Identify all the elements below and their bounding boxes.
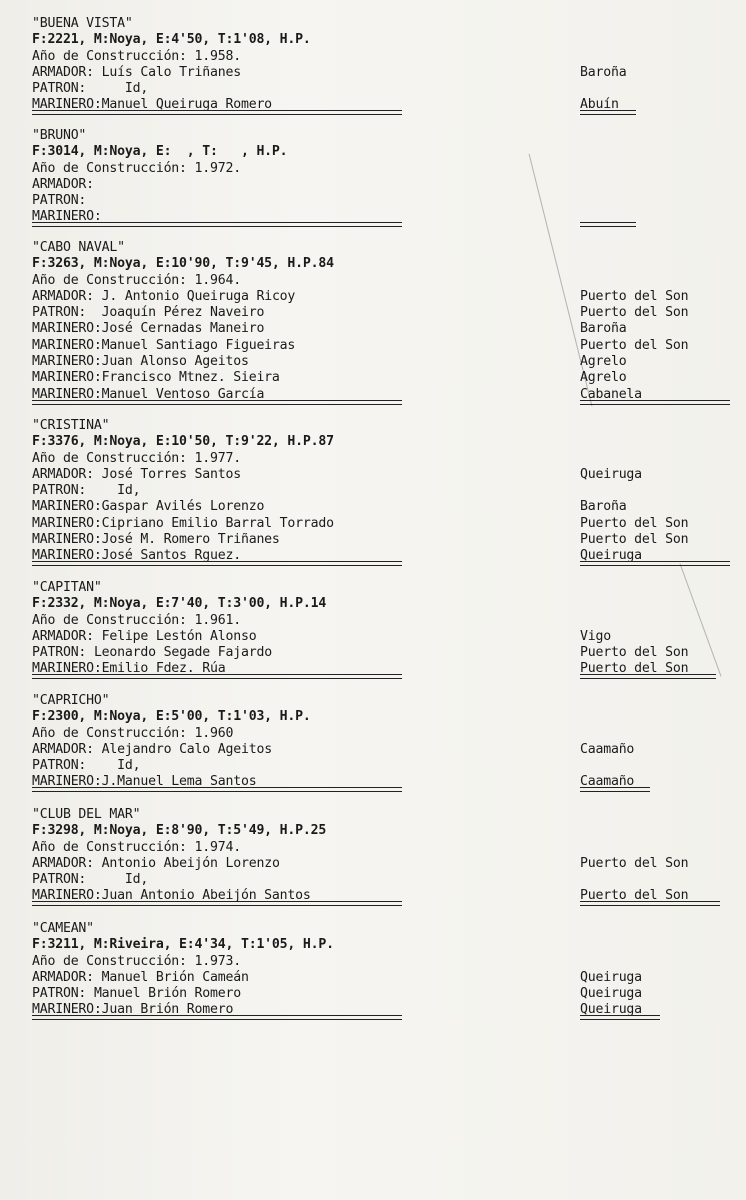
crew-person: Id,	[93, 872, 149, 888]
crew-label: ARMADOR:	[32, 855, 94, 871]
crew-row	[32, 888, 732, 904]
crew-label: MARINERO:	[32, 1002, 102, 1018]
crew-label: MARINERO:	[32, 354, 102, 370]
vessel-entry	[32, 693, 732, 791]
crew-label: ARMADOR:	[32, 64, 94, 80]
crew-row	[32, 970, 732, 986]
crew-row	[32, 856, 732, 872]
crew-person: José Torres Santos	[101, 466, 241, 482]
crew-place: Queiruga	[580, 986, 642, 1002]
section-rule	[32, 400, 402, 405]
vessel-entry	[32, 580, 732, 678]
crew-row	[32, 177, 732, 193]
crew-row	[32, 1002, 732, 1018]
crew-row	[32, 499, 732, 515]
crew-person: Id,	[117, 483, 141, 499]
crew-place: Abuín	[580, 97, 619, 113]
crew-place: Cabanela	[580, 386, 642, 402]
crew-label: MARINERO:	[32, 515, 102, 531]
vessel-name: "CLUB DEL MAR"	[32, 807, 141, 822]
crew-place: Caamaño	[580, 774, 635, 790]
crew-label: PATRON:	[32, 81, 87, 97]
vessel-specs: F:2300, M:Noya, E:5'00, T:1'03, H.P.	[32, 709, 311, 725]
crew-label: ARMADOR:	[32, 628, 94, 644]
crew-person: Id,	[117, 758, 141, 774]
section-rule	[32, 110, 402, 115]
crew-label: MARINERO:	[32, 386, 102, 402]
crew-row	[32, 289, 732, 305]
crew-place: Baroña	[580, 499, 627, 515]
crew-row	[32, 661, 732, 677]
crew-label: ARMADOR:	[32, 176, 94, 192]
crew-label: ARMADOR:	[32, 466, 94, 482]
place-rule	[580, 110, 636, 115]
vessel-entry	[32, 240, 732, 403]
section-rule	[32, 1015, 402, 1020]
crew-label: MARINERO:	[32, 97, 102, 113]
crew-person: Leonardo Segade Fajardo	[93, 645, 272, 661]
crew-label: PATRON:	[32, 645, 87, 661]
crew-person: Id,	[93, 81, 149, 97]
crew-place: Agrelo	[580, 370, 627, 386]
crew-label: MARINERO:	[32, 209, 102, 225]
vessel-specs: F:2221, M:Noya, E:4'50, T:1'08, H.P.	[32, 32, 311, 48]
crew-label: MARINERO:	[32, 370, 102, 386]
vessel-entry	[32, 807, 732, 905]
vessel-name: "CAPRICHO"	[32, 693, 110, 708]
crew-person: José M. Romero Triñanes	[101, 532, 280, 548]
crew-row	[32, 645, 732, 661]
crew-person: Francisco Mtnez. Sieira	[101, 370, 280, 386]
crew-row	[32, 629, 732, 645]
crew-person: José Cernadas Maneiro	[101, 321, 265, 337]
crew-person: Felipe Lestón Alonso	[101, 628, 257, 644]
crew-place: Agrelo	[580, 354, 627, 370]
vessel-specs: F:3211, M:Riveira, E:4'34, T:1'05, H.P.	[32, 937, 334, 953]
crew-place: Puerto del Son	[580, 532, 689, 548]
crew-row	[32, 338, 732, 354]
crew-label: MARINERO:	[32, 321, 102, 337]
crew-label: MARINERO:	[32, 888, 102, 904]
construction-year: Año de Construcción: 1.961.	[32, 612, 241, 628]
vessel-name: "BRUNO"	[32, 128, 87, 143]
construction-year: Año de Construcción: 1.974.	[32, 839, 241, 855]
place-rule	[580, 561, 730, 566]
crew-place: Puerto del Son	[580, 305, 689, 321]
crew-label: ARMADOR:	[32, 288, 94, 304]
vessel-name: "CAPITAN"	[32, 580, 102, 595]
crew-row	[32, 483, 732, 499]
crew-person: Cipriano Emilio Barral Torrado	[101, 515, 334, 531]
vessel-entry	[32, 418, 732, 565]
crew-row	[32, 193, 732, 209]
vessel-name: "CABO NAVAL"	[32, 240, 125, 255]
crew-label: MARINERO:	[32, 337, 102, 353]
crew-row	[32, 532, 732, 548]
crew-row	[32, 872, 732, 888]
crew-row	[32, 516, 732, 532]
place-rule	[580, 674, 716, 679]
construction-year: Año de Construcción: 1.960	[32, 725, 234, 741]
crew-person: Gaspar Avilés Lorenzo	[101, 499, 265, 515]
crew-person: Juan Alonso Ageitos	[101, 354, 249, 370]
crew-person: Manuel Santiago Figueiras	[101, 337, 296, 353]
crew-row	[32, 986, 732, 1002]
crew-label: PATRON:	[32, 986, 87, 1002]
crew-row	[32, 387, 732, 403]
crew-place: Puerto del Son	[580, 515, 689, 531]
crew-row	[32, 321, 732, 337]
crew-label: MARINERO:	[32, 499, 102, 515]
section-rule	[32, 561, 402, 566]
vessel-specs: F:3014, M:Noya, E: , T: , H.P.	[32, 144, 288, 160]
vessel-specs: F:3298, M:Noya, E:8'90, T:5'49, H.P.25	[32, 823, 327, 839]
crew-place: Vigo	[580, 628, 611, 644]
section-rule	[32, 222, 402, 227]
place-rule	[580, 901, 720, 906]
crew-place: Puerto del Son	[580, 645, 689, 661]
vessel-entry	[32, 128, 732, 226]
crew-place: Baroña	[580, 321, 627, 337]
crew-label: PATRON:	[32, 758, 87, 774]
crew-row	[32, 209, 732, 225]
construction-year: Año de Construcción: 1.964.	[32, 272, 241, 288]
construction-year: Año de Construcción: 1.977.	[32, 450, 241, 466]
crew-label: ARMADOR:	[32, 741, 94, 757]
vessel-entry	[32, 921, 732, 1019]
crew-label: PATRON:	[32, 483, 87, 499]
crew-person: Antonio Abeijón Lorenzo	[101, 855, 280, 871]
crew-row	[32, 370, 732, 386]
place-rule	[580, 787, 650, 792]
crew-place: Puerto del Son	[580, 855, 689, 871]
crew-place: Caamaño	[580, 741, 635, 757]
section-rule	[32, 674, 402, 679]
crew-label: PATRON:	[32, 872, 87, 888]
crew-place: Queiruga	[580, 548, 642, 564]
crew-row	[32, 354, 732, 370]
crew-person: Manuel Ventoso García	[101, 386, 265, 402]
crew-place: Queiruga	[580, 969, 642, 985]
crew-person: Alejandro Calo Ageitos	[101, 741, 272, 757]
place-rule	[580, 400, 730, 405]
crew-label: MARINERO:	[32, 548, 102, 564]
crew-row	[32, 758, 732, 774]
section-rule	[32, 787, 402, 792]
crew-place: Puerto del Son	[580, 288, 689, 304]
crew-person: Manuel Queiruga Romero	[101, 97, 272, 113]
crew-label: ARMADOR:	[32, 969, 94, 985]
crew-place: Puerto del Son	[580, 337, 689, 353]
place-rule	[580, 1015, 660, 1020]
crew-row	[32, 774, 732, 790]
crew-label: MARINERO:	[32, 774, 102, 790]
crew-label: MARINERO:	[32, 532, 102, 548]
crew-row	[32, 548, 732, 564]
crew-place: Queiruga	[580, 466, 642, 482]
vessel-entry	[32, 16, 732, 114]
crew-label: PATRON:	[32, 193, 87, 209]
vessel-name: "CAMEAN"	[32, 921, 94, 936]
crew-place: Puerto del Son	[580, 888, 689, 904]
crew-row	[32, 467, 732, 483]
crew-person: Manuel Brión Romero	[93, 986, 241, 1002]
crew-row	[32, 97, 732, 113]
vessel-name: "CRISTINA"	[32, 418, 110, 433]
crew-row	[32, 305, 732, 321]
crew-person: Manuel Brión Cameán	[101, 969, 249, 985]
vessel-specs: F:3263, M:Noya, E:10'90, T:9'45, H.P.84	[32, 256, 334, 272]
vessel-specs: F:3376, M:Noya, E:10'50, T:9'22, H.P.87	[32, 434, 334, 450]
crew-place: Baroña	[580, 64, 627, 80]
vessel-name: "BUENA VISTA"	[32, 16, 133, 31]
crew-person: Luís Calo Triñanes	[101, 64, 241, 80]
crew-row	[32, 81, 732, 97]
crew-label: PATRON:	[32, 305, 87, 321]
crew-place: Puerto del Son	[580, 661, 689, 677]
vessel-specs: F:2332, M:Noya, E:7'40, T:3'00, H.P.14	[32, 596, 327, 612]
construction-year: Año de Construcción: 1.973.	[32, 953, 241, 969]
crew-row	[32, 65, 732, 81]
crew-person: José Santos Rguez.	[101, 548, 241, 564]
crew-place: Queiruga	[580, 1002, 642, 1018]
place-rule	[580, 222, 636, 227]
section-rule	[32, 901, 402, 906]
construction-year: Año de Construcción: 1.958.	[32, 48, 241, 64]
crew-person: Joaquín Pérez Naveiro	[101, 305, 265, 321]
construction-year: Año de Construcción: 1.972.	[32, 160, 241, 176]
crew-person: Emilio Fdez. Rúa	[101, 661, 226, 677]
crew-row	[32, 742, 732, 758]
crew-label: MARINERO:	[32, 661, 102, 677]
crew-person: Juan Antonio Abeijón Santos	[101, 888, 311, 904]
crew-person: J. Antonio Queiruga Ricoy	[101, 288, 296, 304]
crew-person: Juan Brión Romero	[101, 1002, 234, 1018]
crew-person: J.Manuel Lema Santos	[101, 774, 257, 790]
